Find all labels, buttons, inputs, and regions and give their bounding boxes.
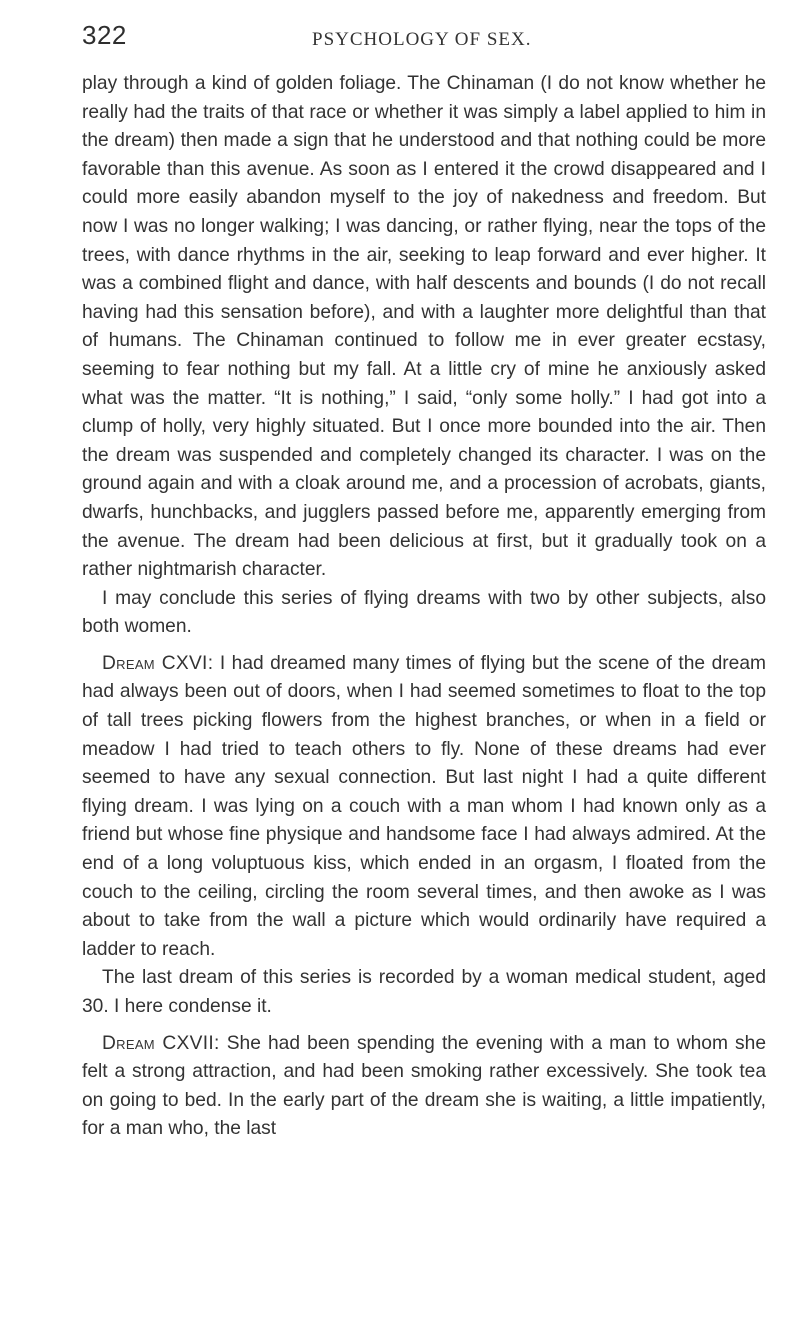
dream-label: Dream CXVII: xyxy=(102,1032,220,1054)
paragraph-intro xyxy=(82,585,766,642)
paragraph-text: I may conclude this series of flying dreams with two by other subjects, also both women. xyxy=(82,587,766,638)
paragraph-text: She had been spending the evening with a man to whom she felt a strong attraction, and had been smoking rather excessively. She took tea on going to bed. In the early part of the dream she is waiting, a little impatiently, for a man who, the last xyxy=(82,1032,766,1140)
paragraph-continuation xyxy=(82,70,766,585)
paragraph-medical-student xyxy=(82,964,766,1021)
running-title: PSYCHOLOGY OF SEX. xyxy=(312,29,532,50)
paragraph-dream-cxvi xyxy=(82,650,766,965)
paragraph-text: play through a kind of golden foliage. The Chinaman (I do not know whether he really had the traits of that race or whether it was simply a label applied to him in the dream) then made a sign that he understood and that nothing could be more favorable than this avenue. As soon as I entered it the crowd disappeared and I could more easily abandon myself to the joy of nakedness and freedom. But now I was no longer walking; I was dancing, or rather flying, near the tops of the trees, with dance rhythms in the air, seeking to leap forward and ever higher. It was a combined flight and dance, with half descents and bounds (I do not recall having had this sensation before), and with a laughter more delightful than that of humans. The Chinaman continued to follow me in ever greater ecstasy, seeming to fear nothing but my fall. At a little cry of mine he anxiously asked what was the matter. “It is nothing,” I said, “only some holly.” I had got into a clump of holly, very highly situated. But I once more bounded into the air. Then the dream was suspended and completely changed its character. I was on the ground again and with a cloak around me, and a procession of acrobats, giants, dwarfs, hunchbacks, and jugglers passed before me, apparently emerging from the avenue. The dream had been delicious at first, but it gradually took on a rather nightmarish character. xyxy=(82,73,766,581)
paragraph-dream-cxvii xyxy=(82,1030,766,1144)
paragraph-text: I had dreamed many times of flying but the scene of the dream had always been out of doors, when I had seemed sometimes to float to the top of tall trees picking flowers from the highest branches, or when in a field or meadow I had tried to teach others to fly. None of these dreams had ever seemed to have any sexual connection. But last night I had a quite different flying dream. I was lying on a couch with a man whom I had known only as a friend but whose fine physique and handsome face I had always admired. At the end of a long voluptuous kiss, which ended in an orgasm, I floated from the couch to the ceiling, circling the room several times, and then awoke as I was about to take from the wall a picture which would ordinarily have required a ladder to reach. xyxy=(82,652,766,960)
page-header xyxy=(82,20,740,54)
page-body xyxy=(82,70,766,1144)
page-number: 322 xyxy=(82,20,127,50)
paragraph-text: The last dream of this series is recorded by a woman medical student, aged 30. I here condense it. xyxy=(82,967,766,1017)
dream-label: Dream CXVI: xyxy=(102,652,214,674)
